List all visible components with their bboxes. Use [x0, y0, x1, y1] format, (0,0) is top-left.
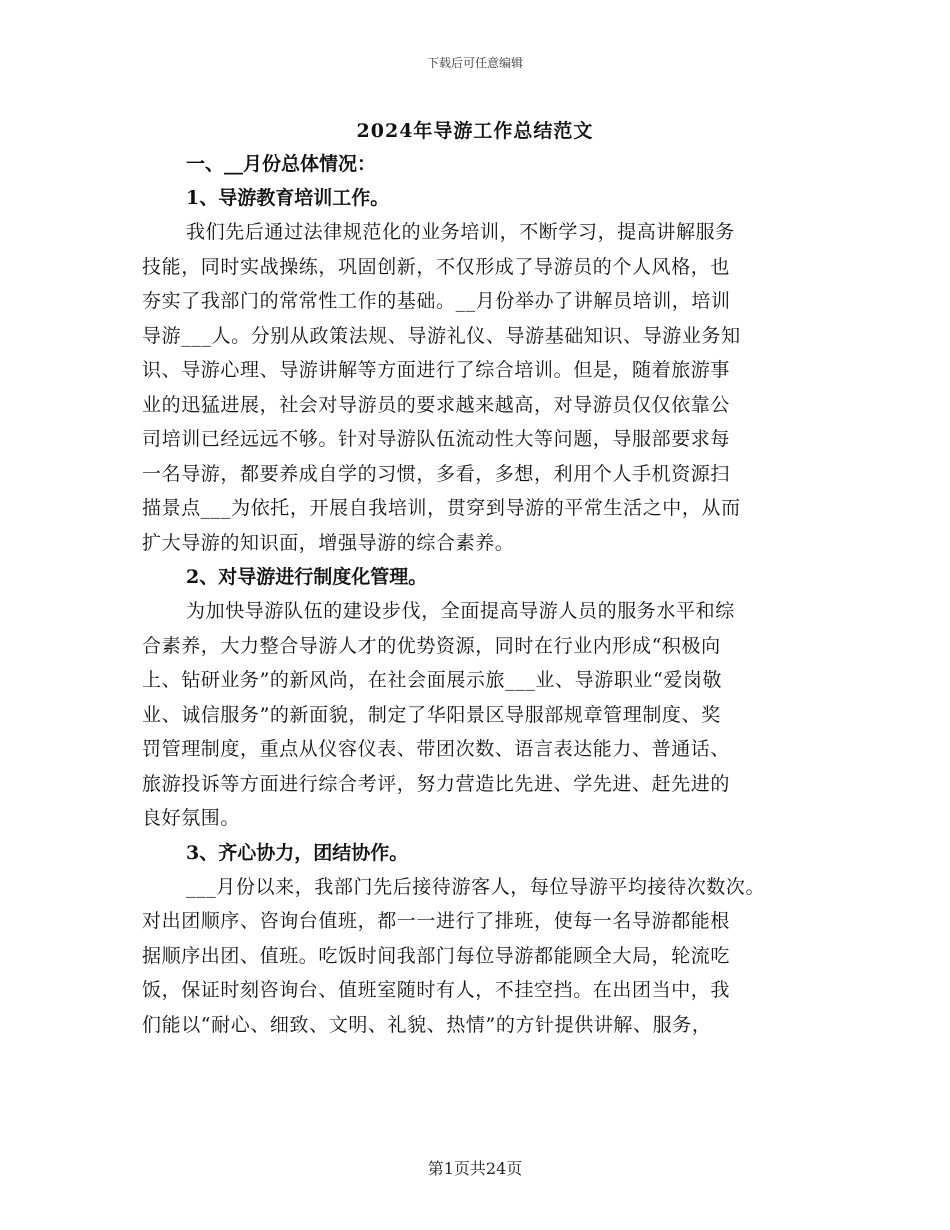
paragraph-line: 描景点___为依托，开展自我培训，贯穿到导游的平常生活之中，从而	[142, 497, 741, 519]
document-body	[142, 147, 822, 1042]
document-title: 2024年导游工作总结范文	[356, 120, 594, 142]
paragraph-line: 一名导游，都要养成自学的习惯，多看，多想，利用个人手机资源扫	[142, 462, 731, 485]
section-heading-overview: 一、__月份总体情况：	[186, 153, 377, 175]
paragraph-line: 夯实了我部门的常常性工作的基础。__月份举办了讲解员培训，培训	[142, 290, 731, 312]
subsection-heading-management: 2、对导游进行制度化管理。	[186, 566, 428, 588]
paragraph-line: 上、钻研业务”的新风尚，在社会面展示旅___业、导游职业“爱岗敬	[142, 669, 723, 691]
paragraph-line: 导游___人。分别从政策法规、导游礼仪、导游基础知识、导游业务知	[142, 324, 741, 347]
paragraph-line: 合素养，大力整合导游人才的优势资源，同时在行业内形成“积极向	[142, 634, 721, 657]
paragraph-line: 业、诚信服务”的新面貌，制定了华阳景区导服部规章管理制度、奖	[142, 703, 721, 726]
paragraph-line: ___月份以来，我部门先后接待游客人，每位导游平均接待次数次。	[186, 875, 766, 898]
paragraph-line: 良好氛围。	[142, 807, 241, 829]
paragraph-line: 司培训已经远远不够。针对导游队伍流动性大等问题，导服部要求每	[142, 428, 731, 450]
paragraph-line: 罚管理制度，重点从仪容仪表、带团次数、语言表达能力、普通话、	[142, 738, 731, 760]
paragraph-line: 我们先后通过法律规范化的业务培训，不断学习，提高讲解服务	[186, 221, 735, 243]
paragraph-line: 扩大导游的知识面，增强导游的综合素养。	[142, 531, 515, 554]
paragraph-management	[142, 594, 822, 836]
paragraph-line: 旅游投诉等方面进行综合考评，努力营造比先进、学先进、赶先进的	[142, 772, 731, 795]
header-note: 下载后可任意编辑	[426, 56, 523, 70]
paragraph-line: 技能，同时实战操练，巩固创新，不仅形成了导游员的个人风格，也	[142, 255, 731, 278]
paragraph-line: 识、导游心理、导游讲解等方面进行了综合培训。但是，随着旅游事	[142, 359, 731, 381]
subsection-heading-teamwork: 3、齐心协力，团结协作。	[186, 841, 409, 864]
paragraph-line: 饭，保证时刻咨询台、值班室随时有人，不挂空挡。在出团当中，我	[142, 979, 731, 1001]
page-indicator: 第1页共24页	[427, 1159, 523, 1178]
paragraph-line: 对出团顺序、咨询台值班，都一一进行了排班，使每一名导游都能根	[142, 910, 731, 932]
paragraph-line: 们能以“耐心、细致、文明、礼貌、热情”的方针提供讲解、服务，	[142, 1013, 712, 1036]
subsection-heading-training: 1、导游教育培训工作。	[186, 187, 390, 209]
paragraph-teamwork	[142, 870, 822, 1043]
paragraph-line: 据顺序出团、值班。吃饭时间我部门每位导游都能顾全大局，轮流吃	[142, 944, 731, 967]
paragraph-line: 为加快导游队伍的建设步伐，全面提高导游人员的服务水平和综	[186, 600, 735, 622]
paragraph-training	[142, 215, 822, 560]
paragraph-line: 业的迅猛进展，社会对导游员的要求越来越高，对导游员仅仅依靠公	[142, 393, 731, 416]
